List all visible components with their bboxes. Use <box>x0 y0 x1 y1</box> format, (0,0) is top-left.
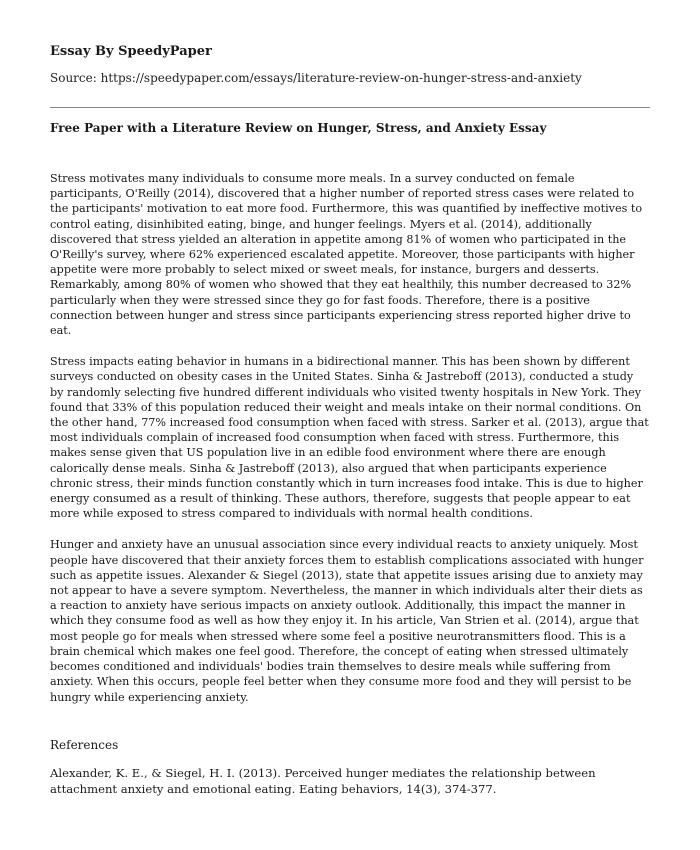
reference-entry: Alexander, K. E., & Siegel, H. I. (2013). Perceived hunger mediates the relationship between attachment anxiety and emotional eating. Eating behaviors, 14(3), 374-377. <box>50 766 596 796</box>
references-heading: References <box>50 738 119 752</box>
source-url-line: Source: https://speedypaper.com/essays/literature-review-on-hunger-stress-and-anxiety <box>50 71 582 85</box>
paragraph: Stress motivates many individuals to consume more meals. In a survey conducted on female participants, O'Reilly (2014), discovered that a higher number of reported stress cases were related to the participants' motivation to eat more food. Furthermore, this was quantified by ineffective motives to control eating, disinhibited eating, binge, and hunger feelings. Myers et al. (2014), additionally discovered that stress yielded an alteration in appetite among 81% of women who participated in the O'Reilly's survey, where 62% experienced escalated appetite. Moreover, those participants with higher appetite were more probably to select mixed or sweet meals, for instance, burgers and desserts. Remarkably, among 80% of women who showed that they eat healthily, this number decreased to 32% particularly when they were stressed since they go for fast foods. Therefore, there is a positive connection between hunger and stress since participants experiencing stress reported higher drive to eat. <box>50 172 643 338</box>
essay-body <box>50 171 650 721</box>
paragraph: Stress impacts eating behavior in humans in a bidirectional manner. This has been shown by different surveys conducted on obesity cases in the United States. Sinha & Jastreboff (2013), conducted a study by randomly selecting five hundred different individuals who visited twenty hospitals in New York. They found that 33% of this population reduced their weight and meals intake on their normal conditions. On the other hand, 77% increased food consumption when faced with stress. Sarker et al. (2013), argue that most individuals complain of increased food consumption when faced with stress. Furthermore, this makes sense given that US population live in an edible food environment where there are enough calorically dense meals. Sinha & Jastreboff (2013), also argued that when participants experience chronic stress, their minds function constantly which in turn increases food intake. This is due to higher energy consumed as a result of thinking. These authors, therefore, suggests that people appear to eat more while exposed to stress compared to individuals with normal health conditions. <box>50 355 649 521</box>
essay-title: Free Paper with a Literature Review on Hunger, Stress, and Anxiety Essay <box>50 121 547 135</box>
essay-author-line: Essay By SpeedyPaper <box>50 44 212 59</box>
paragraph: Hunger and anxiety have an unusual association since every individual reacts to anxiety uniquely. Most people have discovered that their anxiety forces them to establish complications associated with hunger such as appetite issues. Alexander & Siegel (2013), state that appetite issues arising due to anxiety may not appear to have a severe symptom. Nevertheless, the manner in which individuals alter their diets as a reaction to anxiety have serious impacts on anxiety outlook. Additionally, this impact the manner in which they consume food as well as how they enjoy it. In his article, Van Strien et al. (2014), argue that most people go for meals when stressed where some feel a positive neurotransmitters flood. This is a brain chemical which makes one feel good. Therefore, the concept of eating when stressed ultimately becomes conditioned and individuals' bodies train themselves to desire meals while suffering from anxiety. When this occurs, people feel better when they consume more food and they will persist to be hungry while experiencing anxiety. <box>50 538 644 704</box>
header-divider <box>50 107 650 108</box>
